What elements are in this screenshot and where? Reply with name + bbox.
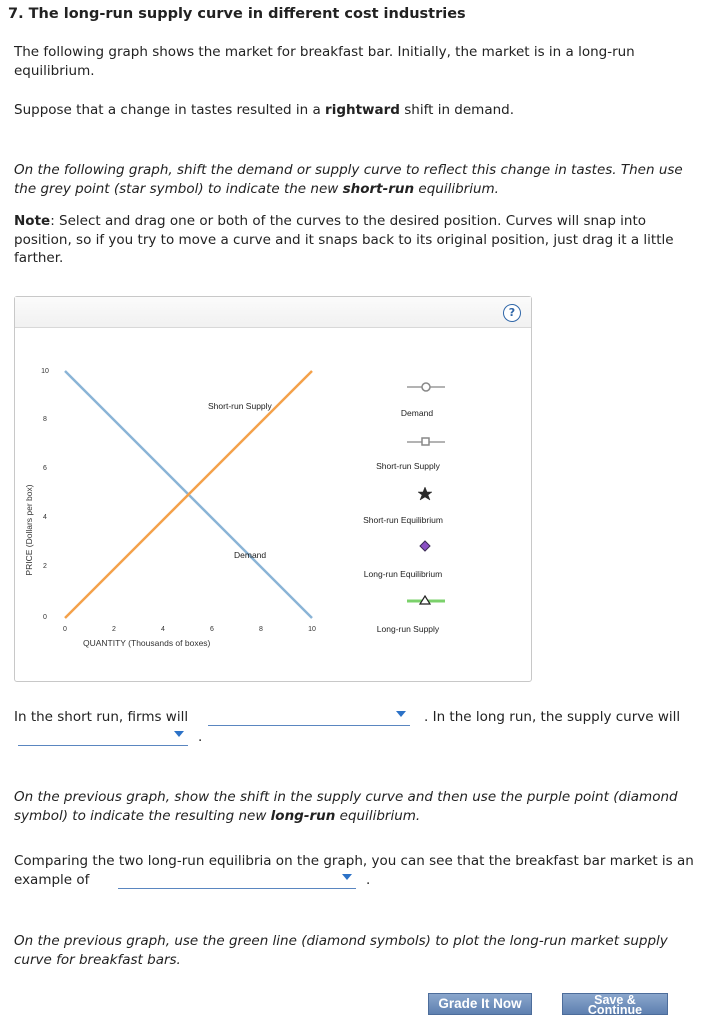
graph-toolbar — [15, 297, 531, 328]
q1-prefix: In the short run, firms will — [14, 709, 189, 725]
question-title: 7. The long-run supply curve in different cost industries — [8, 6, 466, 22]
circle-handle-icon[interactable] — [422, 383, 430, 391]
y-tick: 8 — [43, 416, 47, 423]
square-handle-icon[interactable] — [422, 438, 429, 445]
q2-post: equilibrium. — [335, 807, 421, 824]
legend-demand[interactable] — [401, 383, 445, 418]
y-tick: 10 — [41, 368, 49, 375]
demand-curve-label: Demand — [234, 550, 267, 560]
q4-paragraph: On the previous graph, use the green line (diamond symbols) to plot the long-run market supply curve for breakfast bars. — [14, 933, 668, 968]
suppose-pre: Suppose that a change in tastes resulted in a — [14, 102, 326, 118]
y-tick: 6 — [43, 465, 47, 472]
legend-demand-label: Demand — [400, 408, 434, 418]
suppose-post: shift in demand. — [399, 102, 515, 118]
q3-paragraph: Comparing the two long-run equilibria on the graph, you can see that the breakfast bar market is an example of — [14, 853, 694, 888]
q1-end: . — [198, 729, 203, 745]
help-icon[interactable]: ? — [503, 304, 521, 322]
x-tick: 4 — [161, 626, 165, 633]
star-icon[interactable] — [418, 487, 432, 500]
legend-short-run-supply-label: Short-run Supply — [376, 461, 440, 471]
grade-it-now-button[interactable]: Grade It Now — [428, 993, 532, 1015]
legend-long-run-equilibrium[interactable] — [364, 541, 442, 579]
x-axis-label: QUANTITY (Thousands of boxes) — [83, 638, 211, 648]
x-tick: 0 — [63, 626, 67, 633]
x-tick: 6 — [210, 626, 214, 633]
supply-curve-label: Short-run Supply — [208, 401, 272, 411]
x-tick-labels — [63, 626, 316, 633]
q2-pre: On the previous graph, show the shift in the supply curve and then use the purple point (diamond symbol) to indicate the resulting new — [14, 789, 678, 824]
graph-canvas — [15, 328, 531, 680]
legend-long-run-supply[interactable] — [377, 596, 445, 634]
y-tick: 2 — [43, 563, 47, 570]
q3-end: . — [366, 872, 371, 888]
q2-bold: long-run — [270, 807, 336, 824]
save-continue-button[interactable] — [562, 993, 668, 1015]
x-tick: 8 — [259, 626, 263, 633]
note-text: : Select and drag one or both of the curves to the desired position. Curves will snap into position, so if you try to move a curve and it snaps back to its original position, just drag it a little farther. — [14, 213, 674, 266]
instruction-post: equilibrium. — [414, 180, 499, 197]
y-axis-label: PRICE (Dollars per box) — [24, 484, 34, 576]
long-run-supply-dropdown[interactable] — [18, 725, 188, 746]
legend-short-run-equilibrium-label: Short-run Equilibrium — [363, 515, 443, 525]
diamond-icon[interactable] — [420, 541, 430, 551]
legend-short-run-equilibrium[interactable] — [363, 487, 443, 525]
instruction-paragraph — [14, 161, 704, 198]
chevron-down-icon[interactable] — [396, 711, 406, 717]
q2-paragraph — [14, 788, 704, 825]
legend-long-run-equilibrium-label: Long-run Equilibrium — [363, 569, 443, 579]
graph-panel — [14, 296, 532, 682]
industry-type-dropdown[interactable] — [118, 868, 356, 889]
continue-label: Continue — [587, 1003, 643, 1017]
x-tick: 2 — [112, 626, 116, 633]
x-tick: 10 — [308, 626, 316, 633]
y-tick: 4 — [43, 514, 47, 521]
suppose-paragraph — [14, 101, 704, 120]
legend-long-run-supply-label: Long-run Supply — [376, 624, 440, 634]
instruction-pre: On the following graph, shift the demand or supply curve to reflect this change in tastes. Then use the grey point (star symbol) to indicate the new — [14, 162, 683, 197]
q1-mid: . In the long run, the supply curve will — [424, 709, 681, 725]
y-tick-labels — [41, 368, 49, 621]
suppose-bold: rightward — [325, 102, 400, 118]
note-label: Note — [14, 213, 51, 229]
note-paragraph — [14, 212, 704, 268]
chevron-down-icon[interactable] — [342, 874, 352, 880]
y-tick: 0 — [43, 614, 47, 621]
legend-short-run-supply[interactable] — [376, 438, 445, 471]
save-label: Save & — [594, 993, 636, 1007]
short-run-firms-dropdown[interactable] — [208, 705, 410, 726]
instruction-bold: short-run — [342, 180, 415, 197]
chevron-down-icon[interactable] — [174, 731, 184, 737]
intro-paragraph: The following graph shows the market for breakfast bar. Initially, the market is in a long-run equilibrium. — [14, 44, 635, 79]
